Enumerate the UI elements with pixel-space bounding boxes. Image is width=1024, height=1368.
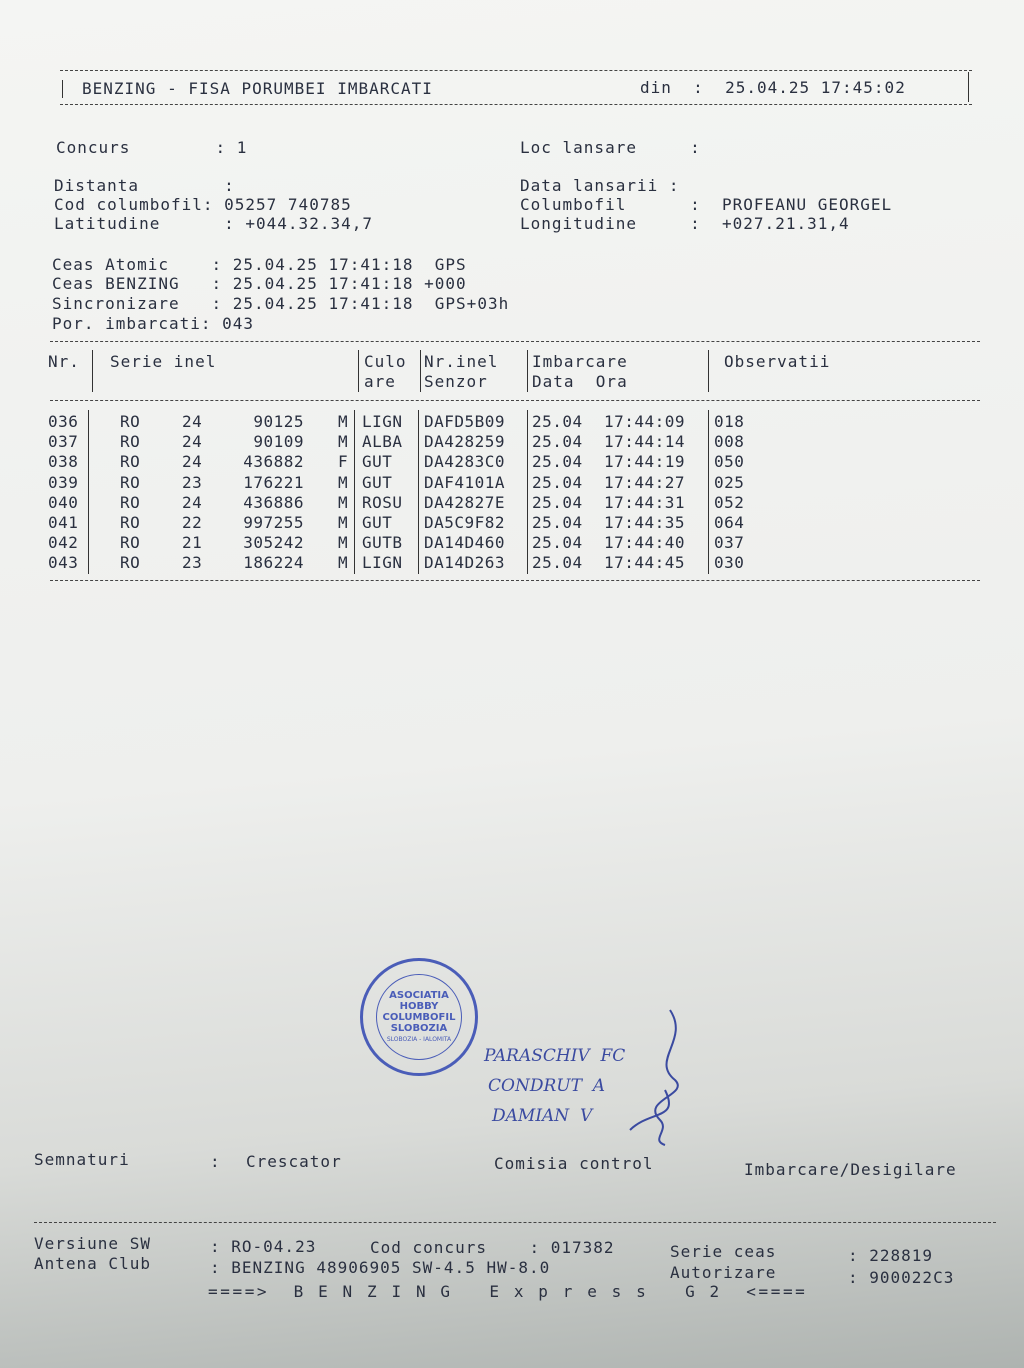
signature-scribble [610, 1000, 710, 1150]
header-divider [358, 350, 359, 392]
row-culoare: LIGN [362, 553, 403, 573]
row-culoare: GUT [362, 513, 393, 532]
versiune-value: : RO-04.23 [210, 1237, 317, 1256]
header-right-bar [968, 72, 969, 102]
row-ora: 17:44:19 [604, 452, 686, 472]
header-divider [527, 350, 528, 392]
table-header-rule [50, 400, 980, 401]
row-an: 23 [182, 553, 203, 573]
table-row [0, 513, 1024, 533]
col-header-culoare-2: are [364, 372, 396, 391]
row-tara: RO [120, 553, 141, 573]
row-tara: RO [120, 412, 141, 431]
row-data: 25.04 [532, 452, 583, 472]
versiune-label: Versiune SW [34, 1234, 151, 1253]
latitudine-field: Latitudine : +044.32.34,7 [54, 214, 373, 233]
row-an: 22 [182, 513, 203, 532]
handwritten-name: DAMIAN V [492, 1106, 593, 1126]
row-data: 25.04 [532, 533, 583, 553]
row-obs: 037 [714, 533, 745, 553]
table-top-rule [50, 341, 980, 342]
row-inel: 90125 [253, 412, 304, 431]
footer-rule [34, 1222, 996, 1223]
data-lansarii-field: Data lansarii : [520, 176, 680, 195]
row-sex: F [338, 452, 349, 472]
col-header-imbarcare: Imbarcare [532, 352, 628, 371]
express-banner: ====> B E N Z I N G E x p r e s s G 2 <==== [208, 1282, 808, 1301]
row-sex: M [338, 533, 349, 553]
row-culoare: GUTB [362, 533, 403, 553]
row-ora: 17:44:27 [604, 472, 686, 492]
row-ora: 17:44:09 [604, 412, 686, 431]
serie-ceas-label: Serie ceas [670, 1242, 777, 1261]
header-top-rule [60, 70, 972, 71]
col-header-data-ora: Data Ora [532, 372, 628, 391]
row-tara: RO [120, 432, 141, 452]
row-ora: 17:44:31 [604, 492, 686, 512]
body-divider [527, 410, 528, 574]
row-an: 23 [182, 472, 203, 492]
table-bottom-rule [50, 580, 980, 581]
table-row [0, 533, 1024, 553]
row-data: 25.04 [532, 492, 583, 512]
row-obs: 052 [714, 492, 745, 512]
row-obs: 064 [714, 513, 745, 532]
row-nr: 043 [48, 553, 79, 573]
row-culoare: LIGN [362, 412, 403, 431]
serie-ceas-value: : 228819 [848, 1246, 934, 1265]
cod-columbofil-field: Cod columbofil: 05257 740785 [54, 195, 352, 214]
row-obs: 050 [714, 452, 745, 472]
row-senzor: DA14D460 [424, 533, 506, 553]
body-divider [708, 410, 709, 574]
row-tara: RO [120, 492, 141, 512]
row-ora: 17:44:40 [604, 533, 686, 553]
signature-imbarcare: Imbarcare/Desigilare [744, 1160, 957, 1179]
row-senzor: DA428259 [424, 432, 506, 452]
row-culoare: GUT [362, 472, 393, 492]
cod-concurs: Cod concurs : 017382 [370, 1238, 615, 1257]
row-ora: 17:44:45 [604, 553, 686, 573]
por-imbarcati-field: Por. imbarcati: 043 [52, 314, 255, 333]
row-an: 21 [182, 533, 203, 553]
stamp-text: HOBBY [399, 1000, 439, 1012]
signature-crescator: Crescator [246, 1152, 342, 1171]
ceas-benzing-field: Ceas BENZING : 25.04.25 17:41:18 +000 [52, 274, 467, 293]
autorizare-value: : 900022C3 [848, 1268, 955, 1287]
row-inel: 176221 [243, 472, 304, 492]
table-row [0, 432, 1024, 452]
row-nr: 037 [48, 432, 79, 452]
header-divider [420, 350, 421, 392]
row-tara: RO [120, 472, 141, 492]
row-obs: 008 [714, 432, 745, 452]
signatures-colon: : [210, 1152, 221, 1171]
row-an: 24 [182, 412, 203, 431]
row-culoare: ROSU [362, 492, 403, 512]
row-culoare: ALBA [362, 432, 403, 452]
row-inel: 90109 [253, 432, 304, 452]
body-divider [88, 410, 89, 574]
signature-comisia: Comisia control [494, 1154, 654, 1173]
table-row [0, 493, 1024, 513]
longitudine-field: Longitudine : +027.21.31,4 [520, 214, 850, 233]
row-nr: 042 [48, 533, 79, 553]
row-sex: M [338, 412, 349, 431]
row-nr: 039 [48, 472, 79, 492]
row-an: 24 [182, 432, 203, 452]
row-sex: M [338, 492, 349, 512]
row-inel: 305242 [243, 533, 304, 553]
row-sex: M [338, 472, 349, 492]
row-data: 25.04 [532, 513, 583, 532]
row-obs: 030 [714, 553, 745, 573]
body-divider [354, 410, 355, 574]
handwritten-name: PARASCHIV FC [484, 1046, 626, 1066]
row-ora: 17:44:14 [604, 432, 686, 452]
col-header-senzor: Senzor [424, 372, 488, 391]
row-senzor: DA14D263 [424, 553, 506, 573]
row-ora: 17:44:35 [604, 513, 686, 532]
col-header-observatii: Observatii [724, 352, 831, 371]
row-inel: 436886 [243, 492, 304, 512]
row-senzor: DA5C9F82 [424, 513, 506, 532]
columbofil-field: Columbofil : PROFEANU GEORGEL [520, 195, 893, 214]
table-row [0, 452, 1024, 472]
col-header-serie: Serie inel [110, 352, 217, 371]
row-an: 24 [182, 492, 203, 512]
autorizare-label: Autorizare [670, 1263, 777, 1282]
col-header-culoare: Culo [364, 352, 407, 371]
table-row [0, 473, 1024, 493]
row-nr: 036 [48, 412, 79, 431]
header-divider [708, 350, 709, 392]
row-data: 25.04 [532, 472, 583, 492]
row-senzor: DA42827E [424, 492, 506, 512]
row-data: 25.04 [532, 432, 583, 452]
stamp-text: ASOCIATIA [389, 989, 449, 1001]
ceas-atomic-field: Ceas Atomic : 25.04.25 17:41:18 GPS [52, 255, 467, 274]
loc-lansare-field: Loc lansare : [520, 138, 701, 157]
row-nr: 041 [48, 513, 79, 532]
row-sex: M [338, 432, 349, 452]
row-sex: M [338, 513, 349, 532]
row-senzor: DAFD5B09 [424, 412, 506, 431]
col-header-nrinel: Nr.inel [424, 352, 499, 371]
row-inel: 186224 [243, 553, 304, 573]
header-bottom-rule [60, 104, 972, 105]
header-divider [92, 350, 93, 392]
row-senzor: DAF4101A [424, 472, 506, 492]
row-data: 25.04 [532, 412, 583, 431]
col-header-nr: Nr. [48, 352, 80, 371]
row-inel: 436882 [243, 452, 304, 472]
concurs-field: Concurs : 1 [56, 138, 248, 157]
document-date: din : 25.04.25 17:45:02 [640, 78, 906, 97]
body-divider [418, 410, 419, 574]
antena-label: Antena Club [34, 1254, 151, 1273]
header-left-bar [62, 80, 63, 98]
row-tara: RO [120, 533, 141, 553]
stamp-text: SLOBOZIA - IALOMITA [386, 1035, 452, 1043]
antena-value: : BENZING 48906905 SW-4.5 HW-8.0 [210, 1258, 551, 1277]
row-tara: RO [120, 513, 141, 532]
table-row [0, 412, 1024, 432]
row-tara: RO [120, 452, 141, 472]
row-senzor: DA4283C0 [424, 452, 506, 472]
stamp-text: SLOBOZIA [390, 1022, 448, 1034]
document-title: BENZING - FISA PORUMBEI IMBARCATI [82, 79, 433, 98]
row-culoare: GUT [362, 452, 393, 472]
row-data: 25.04 [532, 553, 583, 573]
row-obs: 018 [714, 412, 745, 431]
distanta-field: Distanta : [54, 176, 235, 195]
sincronizare-field: Sincronizare : 25.04.25 17:41:18 GPS+03h [52, 294, 510, 313]
row-sex: M [338, 553, 349, 573]
signatures-label: Semnaturi [34, 1150, 130, 1169]
row-obs: 025 [714, 472, 745, 492]
handwritten-name: CONDRUT A [488, 1076, 605, 1096]
stamp-text: COLUMBOFIL [382, 1011, 456, 1023]
association-stamp [360, 958, 478, 1076]
row-nr: 038 [48, 452, 79, 472]
table-row [0, 553, 1024, 573]
row-nr: 040 [48, 492, 79, 512]
row-inel: 997255 [243, 513, 304, 532]
row-an: 24 [182, 452, 203, 472]
